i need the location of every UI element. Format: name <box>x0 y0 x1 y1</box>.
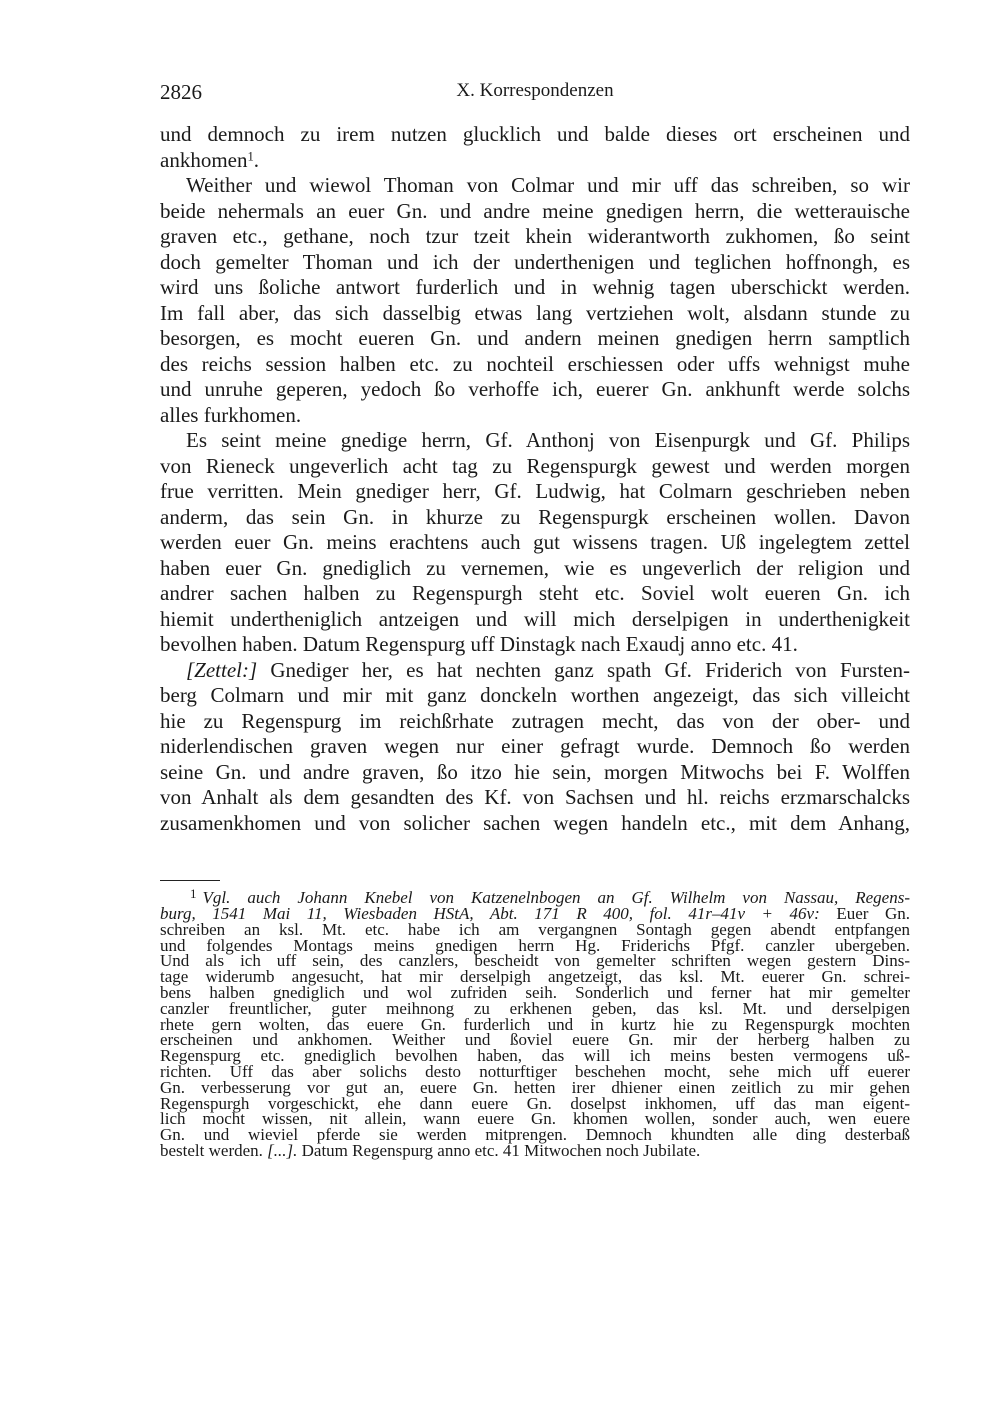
text-segment: [Zettel:] <box>186 657 258 682</box>
text-segment: und folgendes Montags meins gnedigen herrn Hg. Friderichs Pfgf. canzler ubergeben. <box>160 935 910 955</box>
footnotes <box>160 886 910 1159</box>
text-line <box>160 556 910 582</box>
text-line <box>160 326 910 352</box>
text-segment: bens halben gnediglich und wol zufriden seih. Sonderlich und ferner hat mir gemelter <box>160 982 910 1002</box>
paragraph <box>160 658 910 837</box>
text-segment: Im fall aber, das sich dasselbig etwas lang vertziehen wolt, alsdann stunde zu <box>160 300 910 325</box>
text-line <box>160 479 910 505</box>
text-segment: berg Colmarn und mir mit ganz donckeln worthen angezeigt, das sich villeicht <box>160 683 910 707</box>
text-line <box>160 683 910 709</box>
text-segment: graven etc., gethane, noch tzur tzeit khein widerantworth zukhomen, ßo seint <box>160 224 910 248</box>
text-segment: Es seint meine gnedige herrn, Gf. Anthonj von Eisenpurgk und Gf. Philips <box>186 428 910 452</box>
text-line <box>160 760 910 786</box>
footnote-number: 1 <box>190 886 197 901</box>
text-line <box>160 352 910 378</box>
text-segment: doch gemelter Thoman und ich der underthenigen und teglichen hoffnongh, es <box>160 249 910 274</box>
text-segment: Weither und wiewol Thoman von Colmar und mir uff das schreiben, so wir <box>186 173 910 197</box>
text-line <box>160 199 910 225</box>
text-line <box>160 454 910 480</box>
text-line <box>160 403 910 429</box>
page-header <box>160 80 910 106</box>
text-segment: [...]. <box>267 1140 298 1160</box>
text-line <box>160 886 910 906</box>
text-line <box>160 173 910 199</box>
text-segment: hiemit undertheniglich antzeigen und will mich derselpigen in underthenigkeit <box>160 606 910 631</box>
text-line <box>160 785 910 811</box>
text-segment: . <box>253 147 260 172</box>
paragraph <box>160 428 910 658</box>
text-segment: Euer Gn. <box>819 903 910 923</box>
paragraph <box>160 173 910 428</box>
text-line <box>160 301 910 327</box>
text-segment: des reichs session halben etc. zu nochteil erschiessen oder uffs wehnigst muhe <box>160 351 910 376</box>
text-line <box>160 632 910 658</box>
text-line <box>160 607 910 633</box>
text-segment: wird uns ßoliche antwort furderlich und in wehnig tagen uberschickt werden. <box>160 275 910 299</box>
text-segment: Gn. verbesserung vor gut an, euere Gn. hetten irer dhiener einen zeitlich zu mir gehen <box>160 1077 910 1097</box>
text-segment: von Rieneck ungeverlich acht tag zu Regenspurgk gewest und werden morgen <box>160 453 910 478</box>
text-line <box>160 250 910 276</box>
page-number: 2826 <box>160 80 202 104</box>
text-segment: canzler freuntlicher, guter meihnong zu erkhenen geben, das ksl. Mt. und derselpigen <box>160 998 910 1018</box>
text-segment: ankhomen <box>160 147 248 172</box>
running-head: X. Korrespondenzen <box>456 80 614 101</box>
text-line <box>160 505 910 531</box>
text-segment: haben euer Gn. gnediglich zu vernemen, wie es ungeverlich der religion und <box>160 555 910 580</box>
text-segment: andrer sachen halben zu Regenspurgh steht etc. Soviel wolt eueren Gn. ich <box>160 581 910 605</box>
text-segment: lich mocht wissen, nit allein, wann euere Gn. khomen wollen, sonder auch, wen euere <box>160 1109 910 1129</box>
text-segment: zusamenkhomen und von solicher sachen wegen handeln etc., mit dem Anhang, <box>160 810 910 835</box>
text-line <box>160 275 910 301</box>
text-segment: seine Gn. und andre graven, ßo itzo hie sein, morgen Mitwochs bei F. Wolffen <box>160 759 910 784</box>
text-segment: beide nehermals an euer Gn. und andre meine gnedigen herrn, die wetterauische <box>160 198 910 223</box>
text-segment: schreiben an ksl. Mt. etc. habe ich am vergangnen Sontagh gegen abendt entpfangen <box>160 919 910 939</box>
text-segment: alles furkhomen. <box>160 402 302 427</box>
text-line <box>160 581 910 607</box>
text-line <box>160 148 910 174</box>
text-line <box>160 122 910 148</box>
text-segment: von Anhalt als dem gesandten des Kf. von Sachsen und hl. reichs erzmarschalcks <box>160 785 910 809</box>
text-segment: burg, 1541 Mai 11, Wiesbaden HStA, Abt. 171 R 400, fol. 41r–41v + 46v: <box>160 903 820 923</box>
text-segment: tage widerumb angesucht, hat mir derselpigh angetzeigt, das ksl. Mt. euerer Gn. schrei- <box>160 967 910 987</box>
text-line <box>160 709 910 735</box>
text-segment: werden euer Gn. meins erachtens auch gut wissens tragen. Uß ingelegtem zettel <box>160 530 910 554</box>
text-segment: und demnoch zu irem nutzen glucklich und balde dieses ort erscheinen und <box>160 122 910 146</box>
text-segment: Gnediger her, es hat nechten ganz spath Gf. Friderich von Fursten- <box>257 657 910 682</box>
text-segment: besorgen, es mocht eueren Gn. und andern meinen gnedigen herrn samptlich <box>160 326 910 350</box>
text-segment: niderlendischen graven wegen nur einer gefragt wurde. Demnoch ßo werden <box>160 734 910 758</box>
text-segment: bestelt werden. <box>160 1140 268 1160</box>
text-segment: richten. Uff das aber solichs desto notturftiger beschehen mocht, sehe mich uff euerer <box>160 1061 910 1081</box>
footnote-reference: 1 <box>247 149 254 164</box>
text-segment: bevolhen haben. Datum Regenspurg uff Dinstagk nach Exaudj anno etc. 41. <box>160 632 798 656</box>
text-segment: rhete gern wolten, das euere Gn. furderlich und in kurtz hie zu Regenspurgk mochten <box>160 1014 910 1034</box>
footnote-rule <box>160 880 220 881</box>
text-segment: Gn. und wieviel pferde sie werden mitprengen. Demnoch khundten alle ding desterbaß <box>160 1125 910 1145</box>
text-segment: und unruhe geperen, yedoch ßo verhoffe ich, euerer Gn. ankhunft werde solchs <box>160 377 910 401</box>
text-line <box>160 224 910 250</box>
text-segment: Regenspurg etc. gnediglich bevolhen haben, das will ich meins besten vermogens uß- <box>160 1046 910 1066</box>
text-segment: Datum Regenspurg anno etc. 41 Mitwochen noch Jubilate. <box>297 1140 701 1160</box>
text-line <box>160 1140 910 1160</box>
text-segment: Vgl. auch Johann Knebel von Katzenelnbogen an Gf. Wilhelm von Nassau, Regens- <box>202 888 910 908</box>
text-segment: erscheinen und ankhomen. Weither und ßoviel euere Gn. mir der herberg halben zu <box>160 1030 910 1050</box>
text-line <box>160 530 910 556</box>
text-segment: Regenspurgh vorgeschickt, ehe dann euere Gn. doselpst inkhomen, uff das man eigent- <box>160 1093 910 1113</box>
text-line <box>160 377 910 403</box>
text-segment: anderm, das sein Gn. in khurze zu Regenspurgk erscheinen wollen. Davon <box>160 504 910 529</box>
text-segment: hie zu Regenspurg im reichßrhate zutragen mecht, das von der ober- und <box>160 708 910 733</box>
text-line <box>160 428 910 454</box>
text-line <box>160 734 910 760</box>
footnote <box>160 886 910 1159</box>
text-line <box>160 811 910 837</box>
text-segment: frue verritten. Mein gnediger herr, Gf. Ludwig, hat Colmarn geschrieben neben <box>160 479 910 503</box>
paragraph <box>160 122 910 173</box>
text-segment: Und als ich uff sein, des canzlers, bescheidt von gemelter schriften wegen gestern Dins- <box>160 951 910 971</box>
text-line <box>160 658 910 684</box>
main-text <box>160 122 910 836</box>
